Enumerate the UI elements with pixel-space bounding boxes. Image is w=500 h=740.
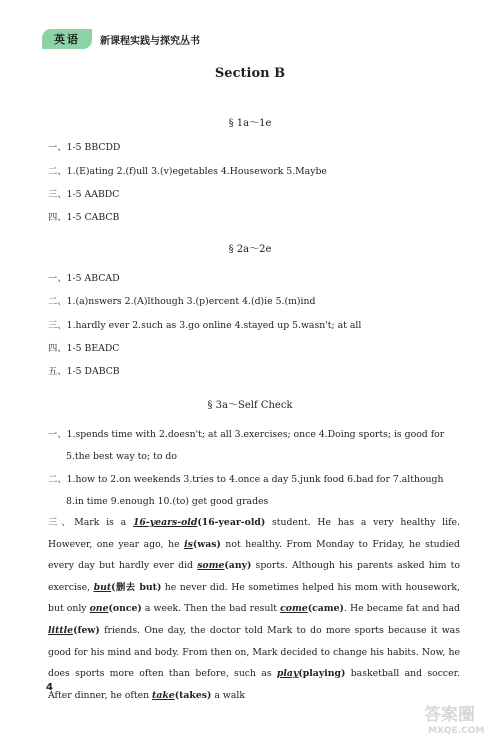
section-heading-2a-2e: § 2a～2e (228, 244, 272, 255)
correction: (came) (307, 603, 344, 615)
error-word: some (197, 560, 225, 572)
passage-text: a week. Then the bad result (141, 603, 281, 615)
error-word: but (93, 581, 112, 593)
section-heading-1a-1e: § 1a～1e (228, 118, 272, 129)
passage-body (48, 517, 460, 701)
passage-text: student. He has a very healthy life. However, one year ago, he (48, 517, 460, 550)
error-word: is (184, 538, 193, 550)
passage-text: . He became fat and had (343, 603, 460, 615)
answer-line: 一、1-5 ABCAD (48, 273, 120, 284)
correction: (any) (224, 560, 252, 572)
answer-line: 五、1-5 DABCB (48, 366, 120, 377)
error-word: play (276, 668, 299, 680)
answer-line: 二、1.(E)ating 2.(f)ull 3.(v)egetables 4.Housework 5.Maybe (48, 166, 327, 177)
error-word: take (152, 689, 175, 701)
correction: (playing) (298, 668, 346, 680)
section-heading-3a-self-check: § 3a～Self Check (207, 400, 293, 411)
passage-text: a walk (211, 689, 245, 701)
answer-line: 二、1.(a)nswers 2.(A)lthough 3.(p)ercent 4.(d)ie 5.(m)ind (48, 296, 316, 307)
page-number: 4 (46, 682, 53, 693)
passage-text: sports. Although his parents asked him to exercise, (48, 560, 460, 593)
passage-text: he never did. He sometimes helped his mom with housework, but only (48, 581, 460, 615)
correction: (16-year-old) (197, 517, 266, 528)
correction: (few) (73, 624, 100, 636)
passage-text: friends. One day, the doctor told Mark to do more sports because it was good for his mind and body. From then on, Mark decided to change his habits. Now, he does sports more often than before, such as (48, 624, 460, 680)
correction: (was) (192, 538, 221, 550)
answer-line: 四、1-5 BEADC (48, 343, 120, 354)
answer-line: 三、1.hardly ever 2.such as 3.go online 4.stayed up 5.wasn't; at all (48, 320, 362, 331)
answer-line: 一、1-5 BBCDD (48, 142, 121, 153)
correction-passage (48, 512, 460, 706)
correction: (once) (108, 603, 142, 615)
passage-text: basketball and soccer. After dinner, he often (48, 668, 460, 701)
error-word: one (89, 603, 109, 615)
answer-line: 二、1.how to 2.on weekends 3.tries to 4.once a day 5.junk food 6.bad for 7.although (48, 474, 444, 485)
series-title: 新课程实践与探究丛书 (100, 35, 200, 47)
page-header (42, 30, 200, 48)
answer-line: 一、1.spends time with 2.doesn't; at all 3.exercises; once 4.Doing sports; is good for (48, 429, 445, 440)
watermark-sub: MXQE.COM (428, 726, 485, 736)
error-word: 16-years-old (132, 517, 198, 528)
correction: (takes) (174, 689, 212, 701)
section-title: Section B (214, 66, 286, 81)
passage-label: 三、 (48, 517, 75, 528)
answer-line: 三、1-5 AABDC (48, 189, 120, 200)
error-word: little (48, 624, 74, 636)
answer-line: 四、1-5 CABCB (48, 212, 120, 223)
passage-text: not healthy. From Monday to Friday, he studied every day but hardly ever did (48, 538, 460, 572)
watermark-logo (422, 698, 490, 736)
correction: (删去 but) (111, 581, 162, 593)
watermark-text: 答案圈 (424, 705, 475, 725)
passage-text: Mark is a (74, 517, 133, 528)
subject-badge: 英语 (42, 29, 92, 49)
answer-line: 5.the best way to; to do (66, 451, 177, 462)
answer-line: 8.in time 9.enough 10.(to) get good grades (66, 496, 269, 507)
error-word: come (280, 603, 308, 615)
